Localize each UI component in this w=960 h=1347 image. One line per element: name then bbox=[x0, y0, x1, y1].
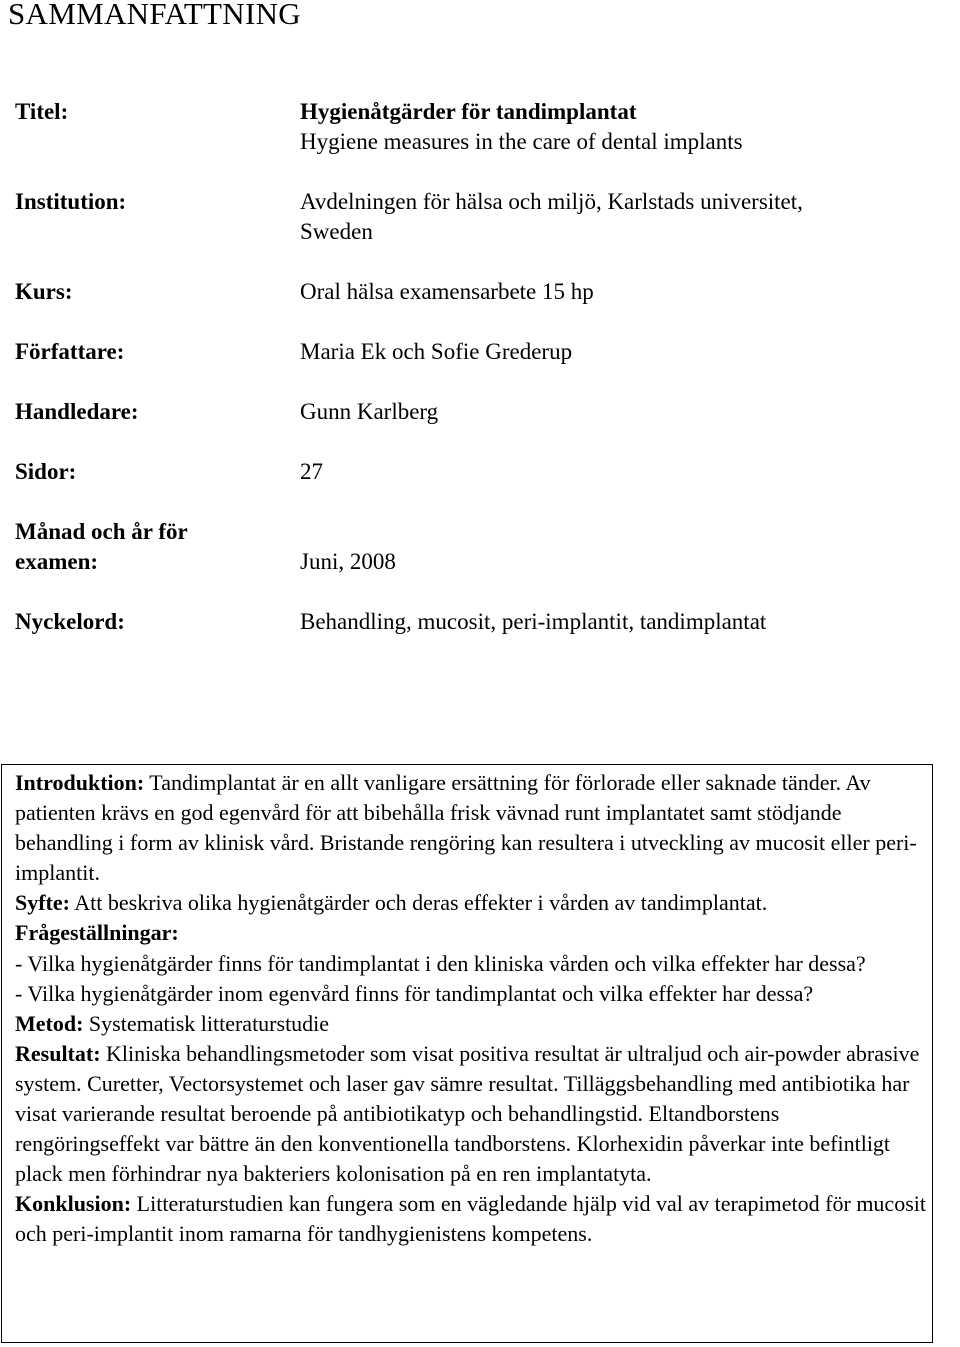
pages-label: Sidor: bbox=[15, 459, 77, 484]
pages-row bbox=[15, 457, 945, 487]
exam-month-value: Juni, 2008 bbox=[300, 549, 396, 574]
keywords-value: Behandling, mucosit, peri-implantit, tandimplantat bbox=[300, 609, 767, 634]
course-value: Oral hälsa examensarbete 15 hp bbox=[300, 279, 594, 304]
abstract-results bbox=[15, 1039, 926, 1189]
exam-month-label-line1: Månad och år för bbox=[15, 519, 188, 544]
course-row bbox=[15, 277, 945, 307]
method-text: Systematisk litteraturstudie bbox=[83, 1010, 330, 1036]
title-row bbox=[15, 97, 945, 157]
results-label: Resultat: bbox=[15, 1040, 101, 1066]
authors-value: Maria Ek och Sofie Grederup bbox=[300, 339, 573, 364]
title-label: Titel: bbox=[15, 99, 69, 124]
aim-label: Syfte: bbox=[15, 890, 70, 916]
institution-line2: Sweden bbox=[300, 219, 373, 244]
abstract-method bbox=[15, 1009, 926, 1039]
introduction-label: Introduktion: bbox=[15, 770, 145, 795]
conclusion-label: Konklusion: bbox=[15, 1191, 132, 1217]
abstract-introduction bbox=[15, 768, 926, 888]
page-title: SAMMANFATTNING bbox=[8, 0, 301, 31]
abstract-conclusion bbox=[15, 1189, 926, 1249]
keywords-label: Nyckelord: bbox=[15, 609, 125, 634]
method-label: Metod: bbox=[15, 1010, 84, 1036]
institution-line1: Avdelningen för hälsa och miljö, Karlstads universitet, bbox=[300, 189, 803, 214]
results-text: Kliniska behandlingsmetoder som visat positiva resultat är ultraljud och air-powder abrasive system. Curetter, Vectorsystemet och laser gav sämre resultat. Tilläggsbehandling med antibiotika har visat varierande resultat beroende på antibiotikatyp och behandlingstid. Eltandborstens rengöringseffekt var bättre än den konventionella tandborstens. Klorhexidin påverkar inte befintligt plack men förhindrar nya bakteriers kolonisation på en ren implantatyta. bbox=[15, 1040, 920, 1187]
question-1: - Vilka hygienåtgärder finns för tandimplantat i den kliniska vården och vilka effekter har dessa? bbox=[15, 950, 866, 976]
supervisor-label: Handledare: bbox=[15, 399, 139, 424]
exam-month-row bbox=[15, 517, 945, 577]
title-swedish: Hygienåtgärder för tandimplantat bbox=[300, 99, 637, 124]
exam-month-label-line2: examen: bbox=[15, 549, 99, 574]
aim-text: Att beskriva olika hygienåtgärder och deras effekter i vården av tandimplantat. bbox=[69, 890, 768, 916]
keywords-row bbox=[15, 607, 945, 637]
pages-value: 27 bbox=[300, 459, 323, 484]
questions-label: Frågeställningar: bbox=[15, 920, 179, 946]
metadata-table bbox=[15, 97, 945, 637]
institution-row bbox=[15, 187, 945, 247]
authors-row bbox=[15, 337, 945, 367]
supervisor-row bbox=[15, 397, 945, 427]
question-2: - Vilka hygienåtgärder inom egenvård finns för tandimplantat och vilka effekter har dessa? bbox=[15, 980, 814, 1006]
title-english: Hygiene measures in the care of dental implants bbox=[300, 129, 743, 154]
institution-label: Institution: bbox=[15, 189, 127, 214]
abstract-box bbox=[1, 764, 933, 1343]
supervisor-value: Gunn Karlberg bbox=[300, 399, 439, 424]
abstract-aim bbox=[15, 888, 926, 918]
course-label: Kurs: bbox=[15, 279, 73, 304]
introduction-text: Tandimplantat är en allt vanligare ersättning för förlorade eller saknade tänder. Av patienten krävs en god egenvård för att bibehålla frisk vävnad runt implantatet samt stödjande behandling i form av klinisk vård. Bristande rengöring kan resultera i utveckling av mucosit eller peri-implantit. bbox=[15, 770, 917, 886]
conclusion-text: Litteraturstudien kan fungera som en vägledande hjälp vid val av terapimetod för mucosit och peri-implantit inom ramarna för tandhygienistens kompetens. bbox=[15, 1191, 926, 1247]
authors-label: Författare: bbox=[15, 339, 125, 364]
